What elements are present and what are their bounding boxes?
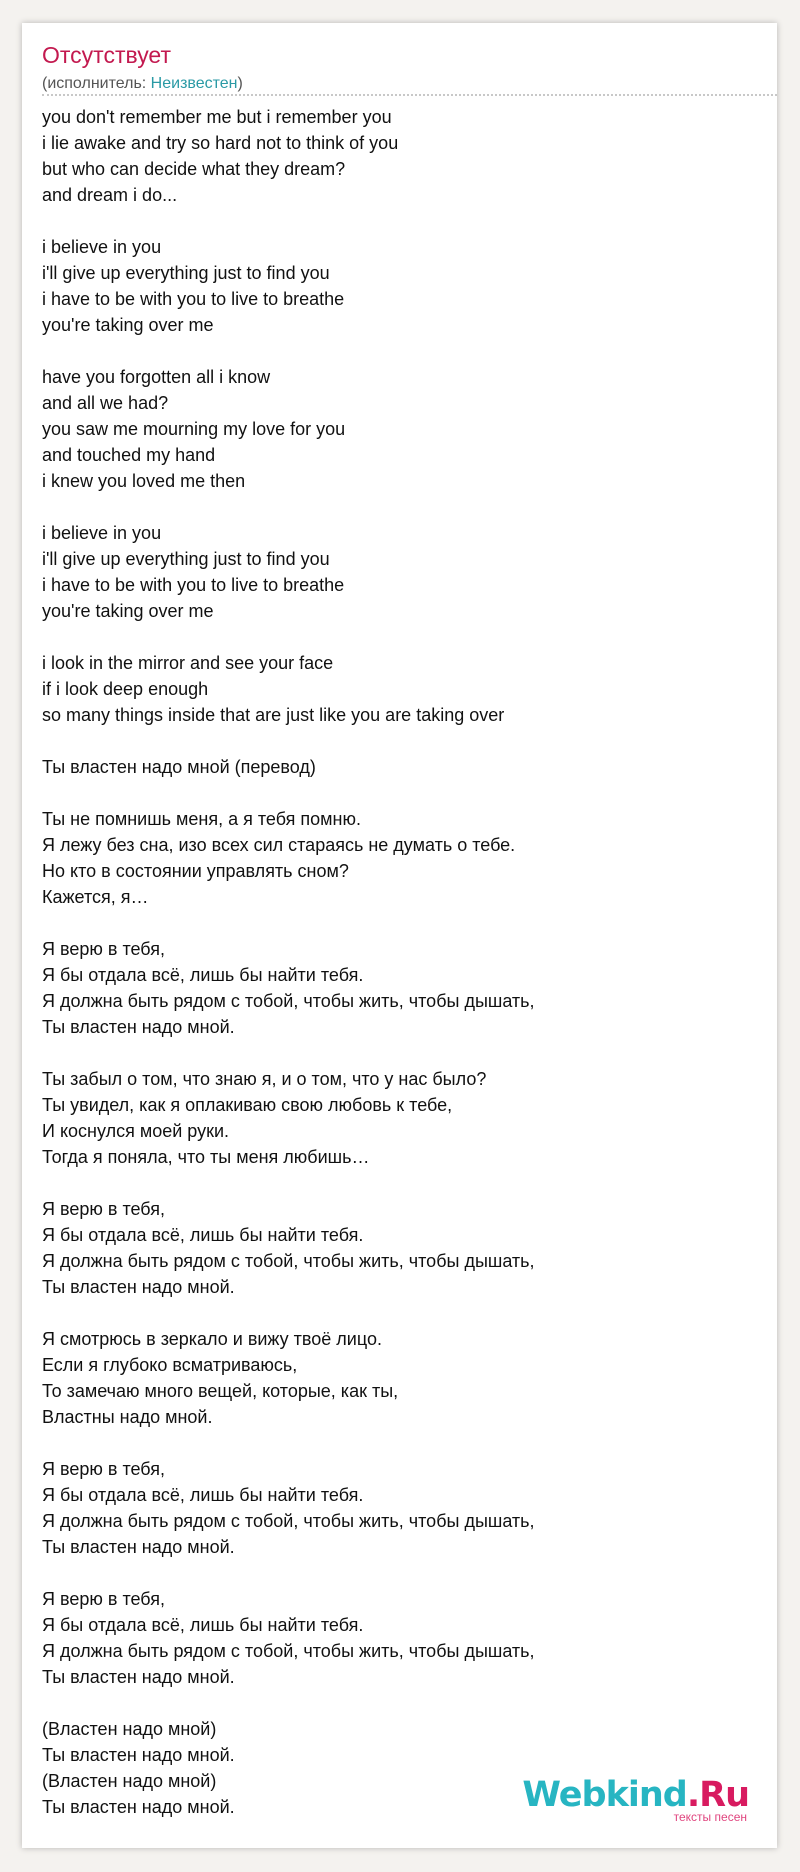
artist-suffix: ) xyxy=(237,75,243,92)
brand-tagline: тексты песен xyxy=(673,1810,747,1824)
artist-link[interactable]: Неизвестен xyxy=(150,75,238,92)
title-divider xyxy=(42,94,777,96)
lyrics-text: you don't remember me but i remember you i lie awake and try so hard not to think of you but who can decide what they dream? and dream i do... i believe in you i'll give up everything just to find you i have to be with you to live to breathe you're taking over me have you forgotten all i know and all we had? you saw me mourning my love for you and touched my hand i knew you loved me then i believe in you i'll give up everything just to find you i have to be with you to live to breathe you're taking over me i look in the mirror and see your face if i look deep enough so many things inside that are just like you are taking over Ты властен надо мной (перевод) Ты не помнишь меня, а я тебя помню. Я лежу без сна, изо всех сил стараясь не думать о тебе. Но кто в состоянии управлять сном? Кажется, я… Я верю в тебя, Я бы отдала всё, лишь бы найти тебя. Я должна быть рядом с тобой, чтобы жить, чтобы дышать, Ты властен надо мной. Ты забыл о том, что знаю я, и о том, что у нас было? Ты увидел, как я оплакиваю свою любовь к тебе, И коснулся моей руки. Тогда я поняла, что ты меня любишь… Я верю в тебя, Я бы отдала всё, лишь бы найти тебя. Я должна быть рядом с тобой, чтобы жить, чтобы дышать, Ты властен надо мной. Я смотрюсь в зеркало и вижу твоё лицо. Если я глубоко всматриваюсь, То замечаю много вещей, которые, как ты, Властны надо мной. Я верю в тебя, Я бы отдала всё, лишь бы найти тебя. Я должна быть рядом с тобой, чтобы жить, чтобы дышать, Ты властен надо мной. Я верю в тебя, Я бы отдала всё, лишь бы найти тебя. Я должна быть рядом с тобой, чтобы жить, чтобы дышать, Ты властен надо мной. (Властен надо мной) Ты властен надо мной. (Властен надо мной) Ты властен надо мной. xyxy=(42,107,535,1817)
brand-logo[interactable] xyxy=(522,1776,749,1824)
lyrics-card xyxy=(22,23,777,1848)
brand-name-text: Webkind xyxy=(522,1775,687,1815)
brand-name xyxy=(522,1776,749,1814)
artist-line xyxy=(42,74,243,94)
song-title: Отсутствует xyxy=(42,42,171,68)
brand-tld: .Ru xyxy=(686,1775,749,1815)
artist-prefix: (исполнитель: xyxy=(42,75,151,92)
